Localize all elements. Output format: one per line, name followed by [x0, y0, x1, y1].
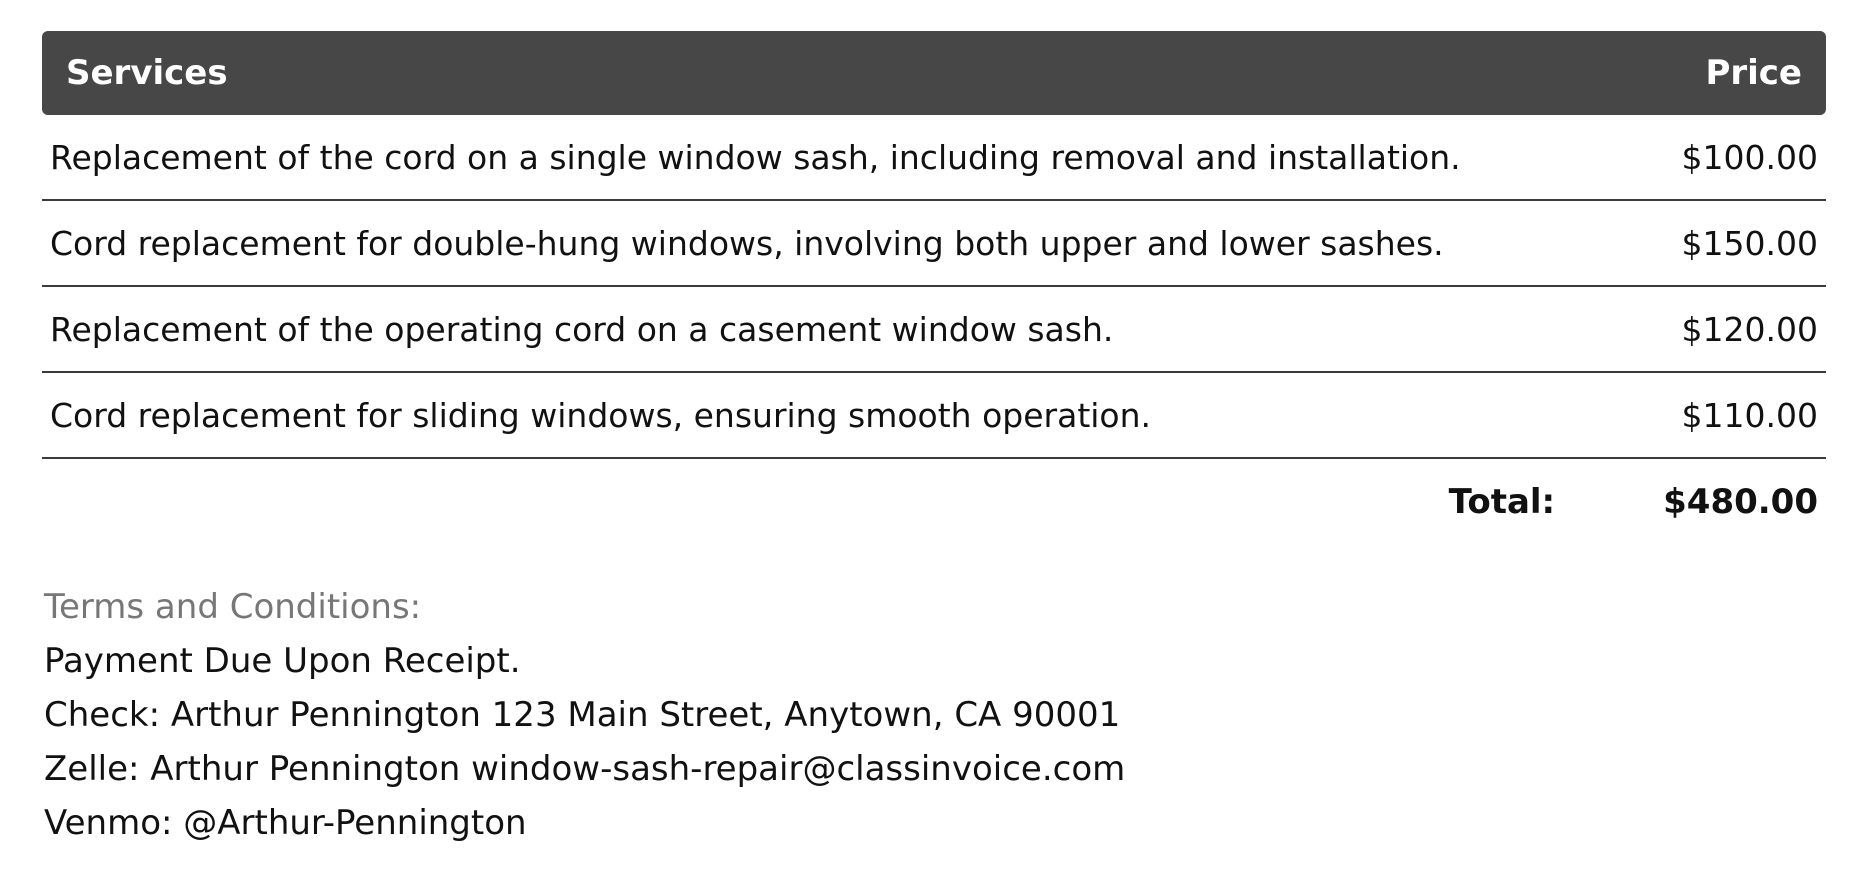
total-row [42, 459, 1826, 545]
venmo-payment-line: Venmo: @Arthur-Pennington [44, 803, 527, 843]
terms-heading: Terms and Conditions: [44, 587, 422, 627]
price-column-header: Price [1705, 53, 1802, 93]
zelle-payment-line: Zelle: Arthur Pennington window-sash-repair@classinvoice.com [44, 749, 1126, 789]
table-header [42, 31, 1826, 115]
table-row [42, 287, 1826, 373]
service-description: Cord replacement for sliding windows, ensuring smooth operation. [50, 395, 1152, 435]
table-row [42, 115, 1826, 201]
table-body [42, 115, 1826, 459]
invoice-services-table [42, 31, 1826, 545]
service-description: Cord replacement for double-hung windows, involving both upper and lower sashes. [50, 223, 1444, 263]
terms-section [44, 580, 1125, 850]
total-value: $480.00 [1663, 482, 1818, 522]
table-row [42, 201, 1826, 287]
table-row [42, 373, 1826, 459]
service-price: $100.00 [1681, 137, 1818, 177]
service-price: $150.00 [1681, 223, 1818, 263]
check-payment-line: Check: Arthur Pennington 123 Main Street, Anytown, CA 90001 [44, 695, 1121, 735]
payment-due-line: Payment Due Upon Receipt. [44, 641, 521, 681]
service-price: $110.00 [1681, 395, 1818, 435]
total-label: Total: [1448, 482, 1556, 522]
service-description: Replacement of the operating cord on a casement window sash. [50, 309, 1114, 349]
service-price: $120.00 [1681, 309, 1818, 349]
services-column-header: Services [66, 53, 228, 93]
service-description: Replacement of the cord on a single window sash, including removal and installation. [50, 137, 1461, 177]
